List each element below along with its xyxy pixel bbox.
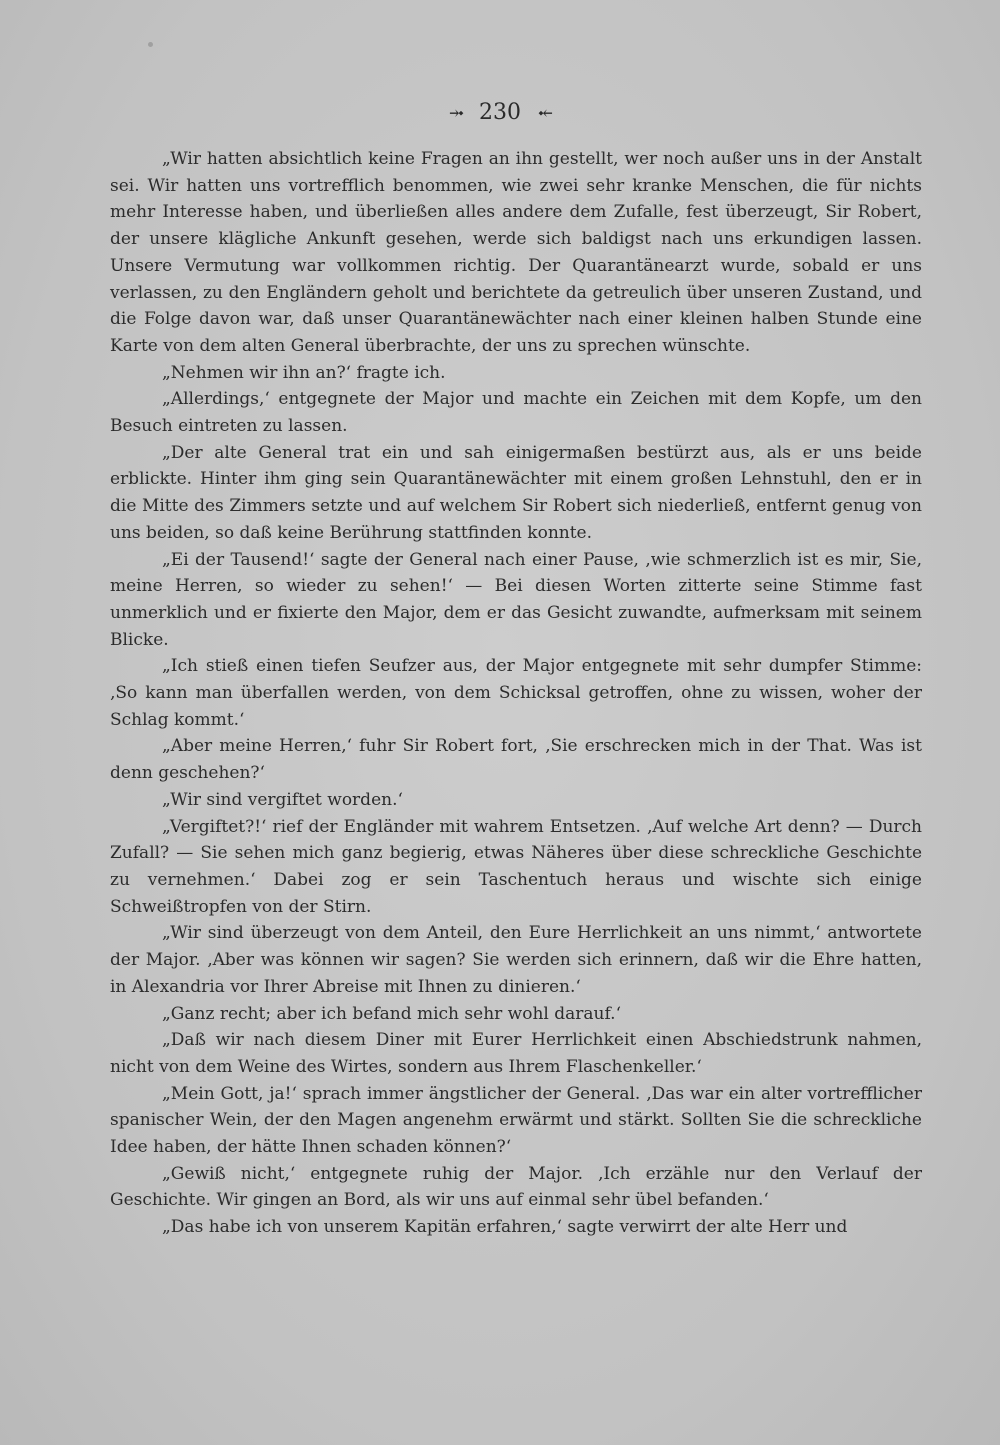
page-speck: [148, 42, 153, 47]
paragraph: „Gewiß nicht,‘ entgegnete ruhig der Major. ‚Ich erzähle nur den Verlauf der Geschichte. Wir gingen an Bord, als wir uns auf einmal sehr übel befanden.‘: [110, 1163, 922, 1211]
ornament-right: ⤝: [538, 103, 552, 124]
paragraph: „Der alte General trat ein und sah einigermaßen bestürzt aus, als er uns beide erblickte. Hinter ihm ging sein Quarantänewächter mit einem großen Lehnstuhl, den er in die Mitte des Zimmers setzte und auf welchem Sir Robert sich niederließ, entfernt genug von uns beiden, so daß keine Berührung stattfinden konnte.: [110, 442, 922, 543]
paragraph: „Ganz recht; aber ich befand mich sehr wohl darauf.‘: [162, 1003, 621, 1024]
page-number: 230: [479, 100, 521, 125]
paragraph: „Ei der Tausend!‘ sagte der General nach einer Pause, ‚wie schmerzlich ist es mir, Sie, meine Herren, so wieder zu sehen!‘ — Bei diesen Worten zitterte seine Stimme fast unmerklich und er fixierte den Major, dem er das Gesicht zuwandte, aufmerksam mit seinem Blicke.: [110, 549, 922, 650]
paragraph: „Wir hatten absichtlich keine Fragen an ihn gestellt, wer noch außer uns in der Anstalt sei. Wir hatten uns vortrefflich benommen, wie zwei sehr kranke Menschen, die für nichts mehr Interesse haben, und überließen alles andere dem Zufalle, fest überzeugt, Sir Robert, der unsere klägliche Ankunft gesehen, werde sich baldigst nach uns erkundigen lassen. Unsere Vermutung war vollkommen richtig. Der Quarantänearzt wurde, sobald er uns verlassen, zu den Engländern geholt und berichtete da getreulich über unseren Zustand, und die Folge davon war, daß unser Quarantänewächter nach einer kleinen halben Stunde eine Karte von dem alten General überbrachte, der uns zu sprechen wünschte.: [110, 149, 922, 356]
paragraph: „Daß wir nach diesem Diner mit Eurer Herrlichkeit einen Abschiedstrunk nahmen, nicht von dem Weine des Wirtes, sondern aus Ihrem Flaschenkeller.‘: [110, 1030, 922, 1077]
paragraph: „Wir sind vergiftet worden.‘: [162, 789, 403, 810]
ornament-left: ⤞: [448, 103, 462, 124]
paragraph: „Mein Gott, ja!‘ sprach immer ängstlicher der General. ‚Das war ein alter vortrefflicher spanischer Wein, der den Magen angenehm erwärmt und stärkt. Sollten Sie die schreckliche Idee haben, der hätte Ihnen schaden können?‘: [110, 1083, 922, 1158]
page-header: [0, 100, 1000, 125]
paragraph: „Ich stieß einen tiefen Seufzer aus, der Major entgegnete mit sehr dumpfer Stimme: ‚So kann man überfallen werden, von dem Schicksal getroffen, ohne zu wissen, woher der Schlag kommt.‘: [110, 656, 922, 730]
body-text: [110, 146, 922, 1241]
paragraph: „Aber meine Herren,‘ fuhr Sir Robert fort, ‚Sie erschrecken mich in der That. Was ist denn geschehen?‘: [110, 736, 922, 784]
paragraph: „Wir sind überzeugt von dem Anteil, den Eure Herrlichkeit an uns nimmt,‘ antwortete der Major. ‚Aber was können wir sagen? Sie werden sich erinnern, daß wir die Ehre hatten, in Alexandria vor Ihrer Abreise mit Ihnen zu dinieren.‘: [110, 923, 922, 997]
paragraph: „Nehmen wir ihn an?‘ fragte ich.: [162, 362, 446, 383]
paragraph: „Vergiftet?!‘ rief der Engländer mit wahrem Entsetzen. ‚Auf welche Art denn? — Durch Zufall? — Sie sehen mich ganz begierig, etwas Näheres über diese schreckliche Geschichte zu vernehmen.‘ Dabei zog er sein Taschentuch heraus und wischte sich einige Schweißtropfen von der Stirn.: [110, 816, 922, 917]
paragraph: „Das habe ich von unserem Kapitän erfahren,‘ sagte verwirrt der alte Herr und: [162, 1217, 848, 1238]
paragraph: „Allerdings,‘ entgegnete der Major und machte ein Zeichen mit dem Kopfe, um den Besuch eintreten zu lassen.: [110, 389, 922, 437]
